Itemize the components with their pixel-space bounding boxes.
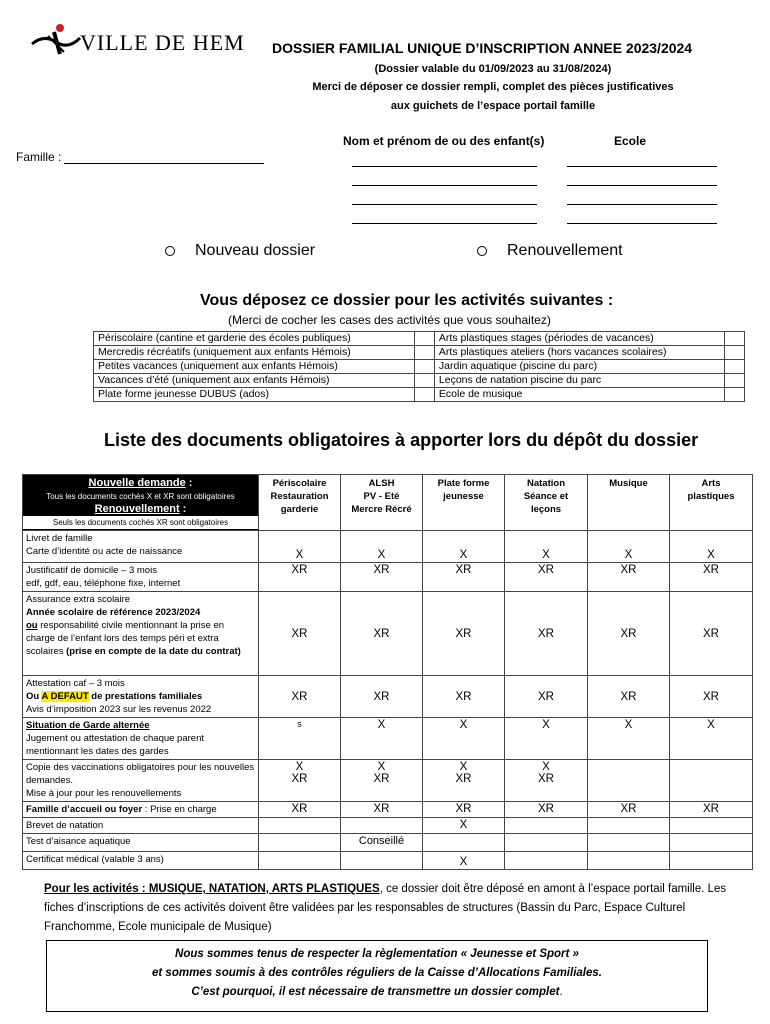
children-header: Nom et prénom de ou des enfant(s) [343, 134, 545, 148]
table-cell [588, 834, 670, 852]
legend-header: Nouvelle demande : Tous les documents cochés X et XR sont obligatoires Renouvellement : Seuls les documents cochés XR sont obligatoires [23, 475, 259, 531]
table-cell: XR [341, 802, 423, 818]
activity-label: Périscolaire (cantine et garderie des écoles publiques) [94, 332, 415, 346]
table-cell: XR [505, 563, 588, 592]
table-cell: X [670, 718, 753, 760]
document-title: DOSSIER FAMILIAL UNIQUE D’INSCRIPTION ANNEE 2023/2024 [272, 40, 693, 56]
table-cell: XR [341, 676, 423, 718]
table-row [94, 388, 745, 402]
table-row [23, 834, 753, 852]
ville-de-hem-logo [30, 22, 250, 58]
activities-note: (Merci de cocher les cases des activités que vous souhaitez) [228, 313, 551, 327]
table-cell: X [259, 531, 341, 563]
table-cell: XR [259, 676, 341, 718]
instruction-line-1: Merci de déposer ce dossier rempli, complet des pièces justificatives [312, 81, 674, 93]
renewal-label: Renouvellement [507, 242, 623, 259]
table-cell: XR [423, 676, 505, 718]
table-cell: XR [670, 802, 753, 818]
activity-label: Mercredis récréatifs (uniquement aux enfants Hémois) [94, 346, 415, 360]
school-field[interactable] [567, 185, 717, 186]
table-cell: X [341, 718, 423, 760]
activity-label: Vacances d’été (uniquement aux enfants Hémois) [94, 374, 415, 388]
table-cell: X XR [505, 760, 588, 802]
table-row [23, 802, 753, 818]
table-cell [670, 760, 753, 802]
activity-checkbox[interactable] [725, 388, 745, 402]
table-cell: XR [423, 802, 505, 818]
table-cell: X [423, 718, 505, 760]
activity-checkbox[interactable] [414, 360, 434, 374]
table-cell [588, 852, 670, 870]
regulation-notice-box: Nous sommes tenus de respecter la règlementation « Jeunesse et Sport » et sommes soumis à des contrôles réguliers de la Caisse d’Allocations Familiales. C’est pourquoi, il est nécessaire de transmettre un dossier complet. [46, 940, 708, 1012]
table-row [23, 818, 753, 834]
table-cell [259, 852, 341, 870]
document-label: Certificat médical (valable 3 ans) [23, 852, 259, 870]
table-cell: X [588, 718, 670, 760]
table-row [23, 852, 753, 870]
table-cell: X [341, 531, 423, 563]
table-cell: XR [670, 563, 753, 592]
activity-checkbox[interactable] [725, 346, 745, 360]
table-cell: XR [259, 802, 341, 818]
document-label: Brevet de natation [23, 818, 259, 834]
radio-circle-icon[interactable] [477, 246, 487, 256]
table-cell [505, 852, 588, 870]
table-cell [341, 852, 423, 870]
table-cell: XR [341, 563, 423, 592]
document-label: Test d’aisance aquatique [23, 834, 259, 852]
table-cell: XR [588, 563, 670, 592]
table-cell [588, 818, 670, 834]
table-row [94, 360, 745, 374]
table-cell: XR [259, 563, 341, 592]
activity-checkbox[interactable] [414, 388, 434, 402]
table-cell: X XR [259, 760, 341, 802]
document-label: Copie des vaccinations obligatoires pour les nouvelles demandes. Mise à jour pour les renouvellements [23, 760, 259, 802]
activity-label: Leçons de natation piscine du parc [434, 374, 724, 388]
table-cell [423, 834, 505, 852]
school-field[interactable] [567, 204, 717, 205]
child-name-field[interactable] [352, 204, 537, 205]
col-header-alsh: ALSH PV - Eté Mercre Récré [341, 475, 423, 531]
document-label: Famille d’accueil ou foyer : Prise en charge [23, 802, 259, 818]
table-cell: XR [588, 802, 670, 818]
table-cell [505, 818, 588, 834]
table-cell: XR [588, 592, 670, 676]
table-row [94, 332, 745, 346]
activity-checkbox[interactable] [725, 360, 745, 374]
activity-label: Petites vacances (uniquement aux enfants Hémois) [94, 360, 415, 374]
table-cell: XR [670, 676, 753, 718]
table-cell [588, 760, 670, 802]
activity-label: Ecole de musique [434, 388, 724, 402]
document-label: Situation de Garde alternée Jugement ou attestation de chaque parent mentionnant les dates des gardes [23, 718, 259, 760]
school-header: Ecole [614, 134, 647, 148]
table-cell: XR [588, 676, 670, 718]
table-cell: XR [341, 592, 423, 676]
table-cell: XR [423, 563, 505, 592]
table-cell: XR [670, 592, 753, 676]
table-cell [259, 818, 341, 834]
activity-checkbox[interactable] [725, 332, 745, 346]
table-cell [670, 852, 753, 870]
new-file-label: Nouveau dossier [195, 242, 316, 259]
table-row [23, 531, 753, 563]
activities-heading: Vous déposez ce dossier pour les activités suivantes : [200, 292, 614, 309]
col-header-musique: Musique [588, 475, 670, 531]
table-cell: X XR [423, 760, 505, 802]
table-cell: XR [505, 802, 588, 818]
table-cell: X [423, 852, 505, 870]
validity-note: (Dossier valable du 01/09/2023 au 31/08/2024) [374, 63, 612, 75]
activity-checkbox[interactable] [414, 332, 434, 346]
table-cell: XR [423, 592, 505, 676]
famille-label: Famille : [16, 150, 62, 164]
table-cell: X [423, 531, 505, 563]
child-name-field[interactable] [352, 185, 537, 186]
radio-circle-icon[interactable] [165, 246, 175, 256]
table-cell [341, 818, 423, 834]
documents-table [22, 474, 753, 870]
activity-label: Plate forme jeunesse DUBUS (ados) [94, 388, 415, 402]
child-name-field[interactable] [352, 166, 537, 167]
col-header-natation: Natation Séance et leçons [505, 475, 588, 531]
table-cell: X [588, 531, 670, 563]
document-label: Livret de famille Carte d’identité ou acte de naissance [23, 531, 259, 563]
activities-paragraph: Pour les activités : MUSIQUE, NATATION, ARTS PLASTIQUES, ce dossier doit être déposé en amont à l’espace portail famille. Les fiches d’inscriptions de ces activités doivent être validées par les responsables de structures (Bassin du Parc, Espace Culturel Franchomme, Ecole municipale de Musique) [44, 883, 727, 933]
activity-label: Arts plastiques stages (périodes de vacances) [434, 332, 724, 346]
activity-checkbox[interactable] [725, 374, 745, 388]
table-row [23, 718, 753, 760]
child-name-field[interactable] [352, 223, 537, 224]
table-cell [670, 818, 753, 834]
col-header-jeunesse: Plate forme jeunesse [423, 475, 505, 531]
document-label: Attestation caf – 3 mois Ou A DEFAUT de prestations familiales Avis d’imposition 2023 sur les revenus 2022 [23, 676, 259, 718]
table-row [23, 760, 753, 802]
table-row [94, 346, 745, 360]
table-cell [670, 834, 753, 852]
table-row [23, 592, 753, 676]
table-cell: Conseillé [341, 834, 423, 852]
school-field[interactable] [567, 166, 717, 167]
table-row [23, 563, 753, 592]
renewal-option[interactable] [477, 242, 623, 260]
logo-emblem-icon [30, 22, 82, 58]
instruction-line-2: aux guichets de l’espace portail famille [390, 100, 596, 112]
documents-heading: Liste des documents obligatoires à apporter lors du dépôt du dossier [104, 430, 699, 450]
new-file-option[interactable] [165, 242, 315, 260]
table-cell: X [505, 531, 588, 563]
col-header-arts: Arts plastiques [670, 475, 753, 531]
activity-label: Jardin aquatique (piscine du parc) [434, 360, 724, 374]
table-header-row [23, 475, 753, 531]
table-cell: XR [505, 592, 588, 676]
table-cell [505, 834, 588, 852]
document-label: Assurance extra scolaire Année scolaire de référence 2023/2024 ou responsabilité civile mentionnant la prise en charge de l’enfant lors des temps péri et extra scolaires (prise en compte de la date du contrat) [23, 592, 259, 676]
activities-table [93, 331, 745, 402]
activity-label: Arts plastiques ateliers (hors vacances scolaires) [434, 346, 724, 360]
col-header-periscolaire: Périscolaire Restauration garderie [259, 475, 341, 531]
table-cell [259, 834, 341, 852]
table-cell: XR [259, 592, 341, 676]
table-row [94, 374, 745, 388]
activity-checkbox[interactable] [414, 346, 434, 360]
table-cell: X XR [341, 760, 423, 802]
school-field[interactable] [567, 223, 717, 224]
table-cell: X [670, 531, 753, 563]
table-cell: X [505, 718, 588, 760]
table-row [23, 676, 753, 718]
table-cell: s [259, 718, 341, 760]
logo-text: VILLE DE HEM [80, 30, 245, 55]
document-label: Justificatif de domicile – 3 mois edf, gdf, eau, téléphone fixe, internet [23, 563, 259, 592]
activity-checkbox[interactable] [414, 374, 434, 388]
famille-field[interactable] [64, 163, 264, 164]
table-cell: XR [505, 676, 588, 718]
table-cell: X [423, 818, 505, 834]
